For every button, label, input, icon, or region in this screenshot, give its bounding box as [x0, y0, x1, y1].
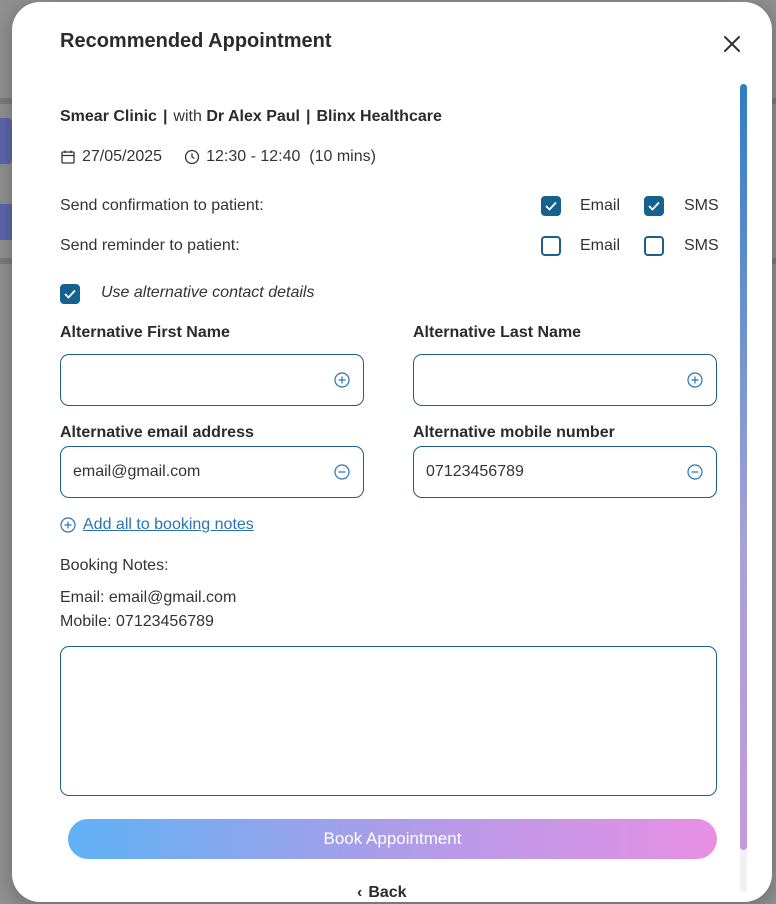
book-appointment-button[interactable]: Book Appointment: [68, 819, 717, 859]
confirmation-email-checkbox[interactable]: [541, 196, 561, 216]
chevron-left-icon: ‹: [357, 884, 363, 901]
notes-mobile-line: Mobile: 07123456789: [60, 613, 214, 630]
add-all-to-notes-link[interactable]: [60, 516, 254, 534]
back-label: Back: [368, 884, 407, 901]
with-prefix: with: [173, 108, 202, 125]
back-link[interactable]: [357, 884, 407, 902]
use-alternative-label: Use alternative contact details: [101, 284, 315, 301]
appointment-datetime: [60, 148, 376, 166]
add-all-label: Add all to booking notes: [83, 516, 254, 533]
modal-title: Recommended Appointment: [60, 30, 332, 52]
first-name-label: Alternative First Name: [60, 324, 230, 341]
confirmation-label: Send confirmation to patient:: [60, 197, 264, 214]
add-circle-icon[interactable]: [333, 371, 351, 389]
appointment-time: 12:30 - 12:40: [206, 148, 301, 165]
confirmation-sms-checkbox[interactable]: [644, 196, 664, 216]
close-icon[interactable]: [720, 32, 744, 56]
appointment-duration: (10 mins): [309, 148, 376, 165]
booking-notes-heading: Booking Notes:: [60, 557, 169, 574]
booking-notes-textarea[interactable]: [60, 646, 717, 796]
add-circle-icon[interactable]: [686, 371, 704, 389]
confirmation-sms-label: SMS: [684, 197, 719, 214]
appointment-modal: [12, 2, 772, 902]
provider-name: Blinx Healthcare: [316, 108, 442, 125]
doctor-name: Dr Alex Paul: [206, 108, 300, 125]
background-button: [0, 204, 12, 240]
alt-mobile-label: Alternative mobile number: [413, 424, 615, 441]
scrollbar-thumb[interactable]: [740, 84, 747, 850]
clinic-name: Smear Clinic: [60, 108, 157, 125]
reminder-sms-label: SMS: [684, 237, 719, 254]
calendar-icon: [60, 149, 76, 165]
remove-circle-icon[interactable]: [686, 463, 704, 481]
remove-circle-icon[interactable]: [333, 463, 351, 481]
alt-email-field[interactable]: [60, 446, 364, 498]
clock-icon: [184, 149, 200, 165]
notes-email-line: Email: email@gmail.com: [60, 589, 237, 606]
reminder-sms-checkbox[interactable]: [644, 236, 664, 256]
appointment-summary: Smear Clinic | with Dr Alex Paul | Blinx Healthcare: [60, 108, 442, 125]
reminder-email-label: Email: [580, 237, 621, 254]
alt-email-value: email@gmail.com: [73, 463, 201, 480]
use-alternative-checkbox[interactable]: [60, 284, 80, 304]
appointment-date: 27/05/2025: [82, 148, 163, 165]
first-name-field[interactable]: [60, 354, 364, 406]
background-filter-button: [0, 118, 12, 164]
alt-mobile-value: 07123456789: [426, 463, 524, 480]
alt-email-label: Alternative email address: [60, 424, 254, 441]
confirmation-email-label: Email: [580, 197, 621, 214]
add-circle-icon: [60, 517, 76, 533]
reminder-label: Send reminder to patient:: [60, 237, 240, 254]
alt-mobile-field[interactable]: [413, 446, 717, 498]
reminder-email-checkbox[interactable]: [541, 236, 561, 256]
last-name-field[interactable]: [413, 354, 717, 406]
last-name-label: Alternative Last Name: [413, 324, 582, 341]
